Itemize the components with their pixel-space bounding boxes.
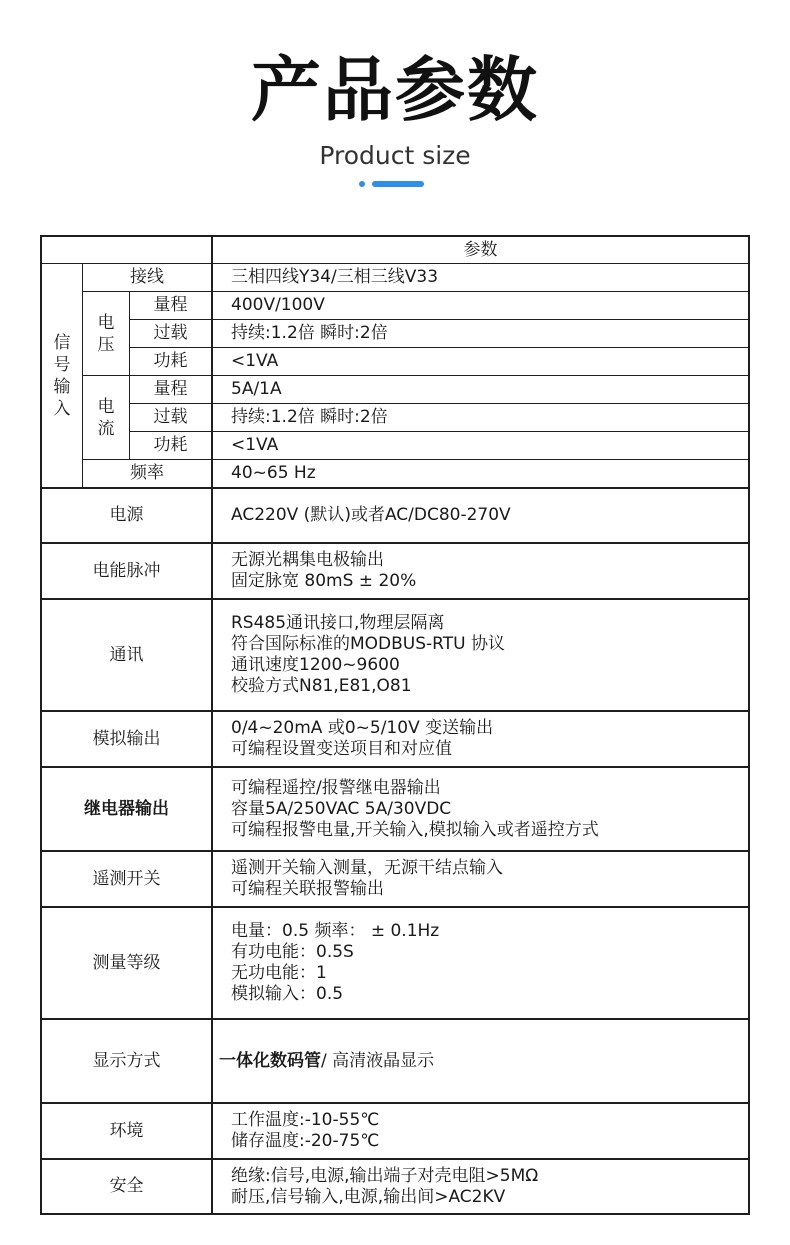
current-overload-value: 持续:1.2倍 瞬时:2倍	[231, 407, 388, 427]
safety-label: 安全	[109, 1176, 144, 1196]
display-mode-rest: / 高清液晶显示	[321, 1050, 435, 1071]
communication-value: RS485通讯接口,物理层隔离 符合国际标准的MODBUS-RTU 协议 通讯速度1200~9600 校验方式N81,E81,O81	[231, 613, 505, 696]
display-mode-value	[213, 1020, 736, 1102]
display-mode-label: 显示方式	[92, 1050, 161, 1071]
page-subtitle: Product size	[319, 141, 471, 170]
header-param: 参数	[463, 239, 498, 260]
current-overload-label: 过载	[153, 407, 188, 427]
table-border-right	[748, 235, 750, 1215]
voltage-power-label: 功耗	[153, 351, 188, 371]
telemetry-switch-label: 遥测开关	[92, 868, 161, 889]
frequency-value: 40~65 Hz	[231, 463, 316, 483]
analog-output-label: 模拟输出	[92, 728, 161, 749]
voltage-overload-label: 过载	[153, 323, 188, 343]
table-border-bottom	[40, 1213, 750, 1215]
environment-value: 工作温度:-10-55℃ 储存温度:-20-75℃	[231, 1110, 380, 1151]
safety-value: 绝缘:信号,电源,输出端子对壳电阻>5MΩ 耐压,信号输入,电源,输出间>AC2KV	[231, 1165, 539, 1207]
frequency-label: 频率	[130, 463, 164, 483]
current-power-value: <1VA	[231, 435, 279, 455]
wiring-label: 接线	[130, 267, 164, 287]
relay-output-label: 继电器输出	[84, 798, 169, 819]
current-label: 电 流	[97, 396, 115, 439]
power-supply-value: AC220V (默认)或者AC/DC80-270V	[231, 505, 511, 525]
energy-pulse-label: 电能脉冲	[92, 560, 161, 581]
power-supply-label: 电源	[109, 505, 144, 525]
display-mode-bold: 一体化数码管	[219, 1050, 321, 1071]
telemetry-switch-value: 遥测开关输入测量，无源干结点输入 可编程关联报警输出	[231, 858, 503, 899]
current-range-value: 5A/1A	[231, 379, 282, 399]
voltage-power-value: <1VA	[231, 351, 279, 371]
voltage-overload-value: 持续:1.2倍 瞬时:2倍	[231, 323, 388, 343]
current-power-label: 功耗	[153, 435, 188, 455]
accuracy-class-value: 电量：0.5 频率： ± 0.1Hz 有功电能：0.5S 无功电能：1 模拟输入：0.5	[231, 921, 440, 1004]
relay-output-value: 可编程遥控/报警继电器输出 容量5A/250VAC 5A/30VDC 可编程报警电量,开关输入,模拟输入或者遥控方式	[231, 777, 599, 840]
page-title: 产品参数	[251, 49, 539, 131]
voltage-range-label: 量程	[153, 295, 188, 315]
accuracy-class-label: 测量等级	[92, 952, 161, 973]
current-range-label: 量程	[153, 379, 188, 399]
voltage-range-value: 400V/100V	[231, 295, 325, 315]
voltage-label: 电 压	[97, 312, 115, 355]
communication-label: 通讯	[109, 644, 144, 665]
analog-output-value: 0/4~20mA 或0~5/10V 变送输出 可编程设置变送项目和对应值	[231, 718, 494, 759]
signal-input-label: 信 号 输 入	[53, 332, 71, 419]
wiring-value: 三相四线Y34/三相三线V33	[231, 267, 439, 287]
energy-pulse-value: 无源光耦集电极输出 固定脉宽 80mS ± 20%	[231, 550, 417, 591]
environment-label: 环境	[109, 1120, 144, 1141]
